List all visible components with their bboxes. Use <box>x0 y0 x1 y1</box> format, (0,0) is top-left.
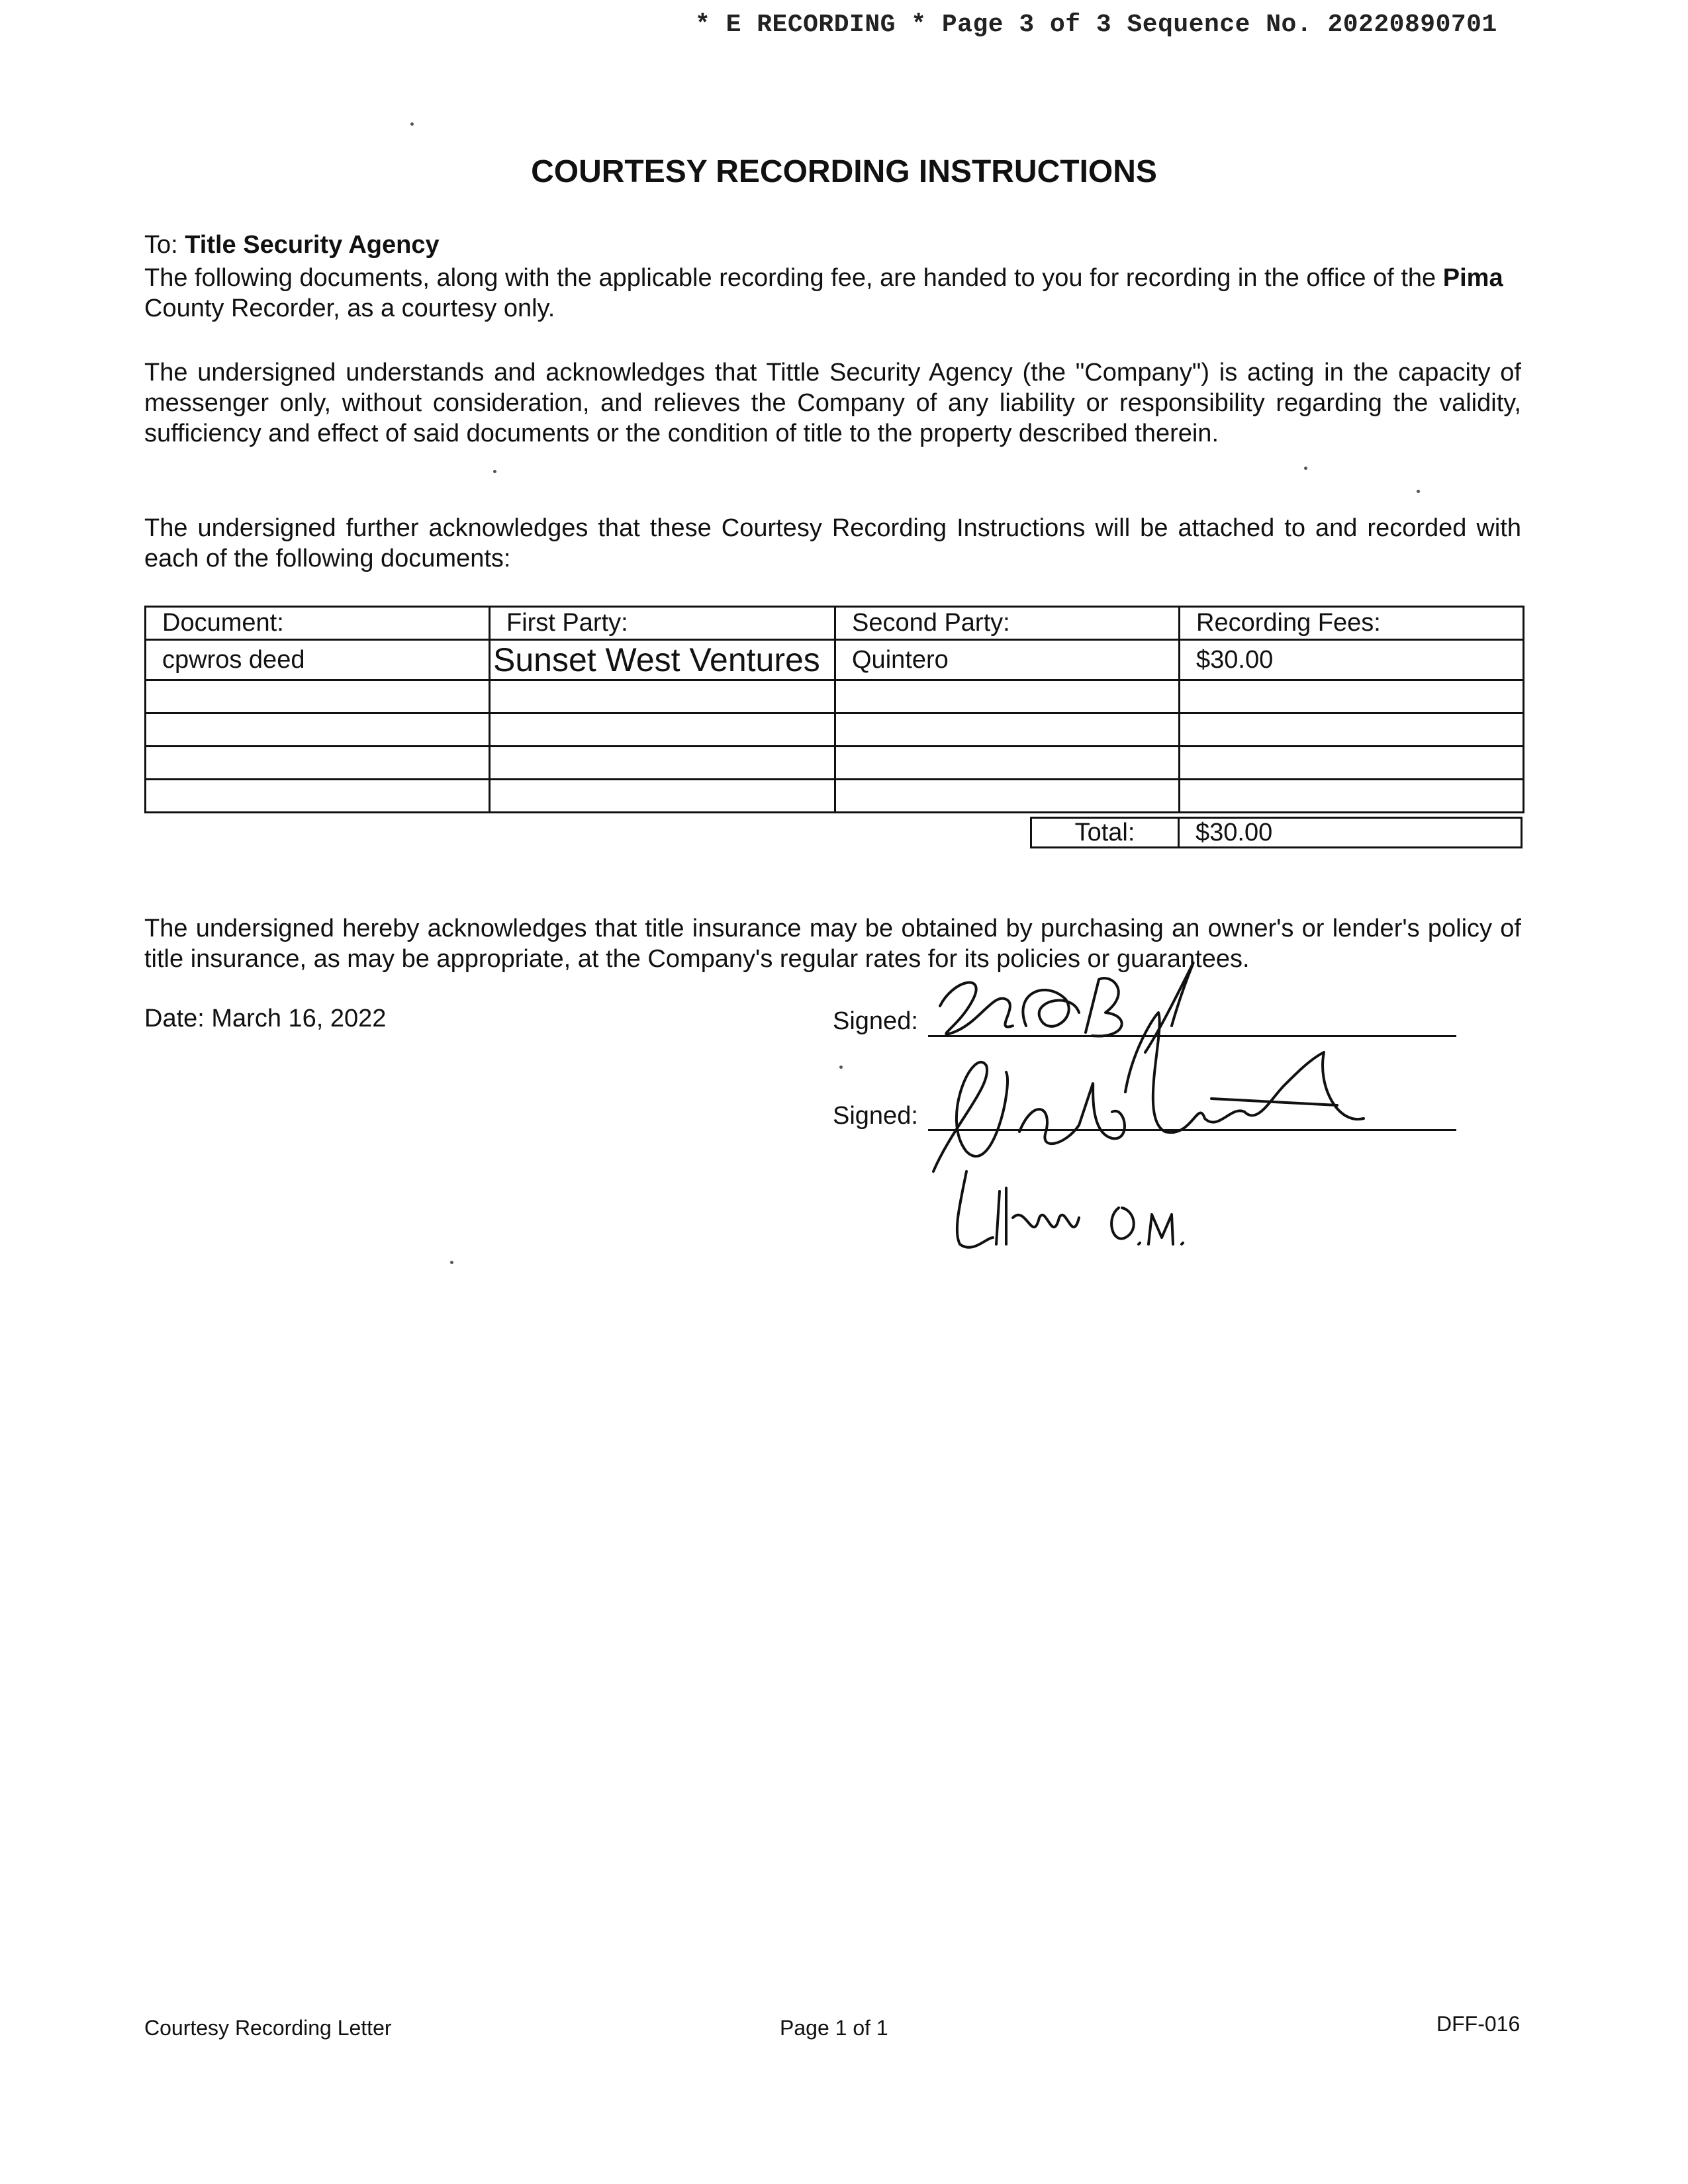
signed-label-2: Signed: <box>833 1102 918 1130</box>
cell-first-party <box>490 780 835 813</box>
table-header-row <box>146 607 1524 640</box>
footer-page-number: Page 1 of 1 <box>780 2016 888 2040</box>
cell-recording-fee <box>1180 713 1524 747</box>
table-row <box>146 713 1524 747</box>
total-value: $30.00 <box>1178 817 1523 848</box>
signature-2-mid <box>1019 1083 1125 1144</box>
scan-speck <box>410 122 414 126</box>
header-second-party: Second Party: <box>835 607 1180 640</box>
cell-second-party <box>835 713 1180 747</box>
table-row <box>146 780 1524 813</box>
documents-table <box>144 606 1524 813</box>
attachment-acknowledgement: The undersigned further acknowledges that these Courtesy Recording Instructions will be attached to and recorded with each of the following documents: <box>144 514 1521 572</box>
signature-1-stroke <box>940 983 1013 1034</box>
cell-second-party <box>835 747 1180 780</box>
date-line: Date: March 16, 2022 <box>144 1005 387 1032</box>
cell-first-party <box>490 747 835 780</box>
messenger-acknowledgement: The undersigned understands and acknowledges that Tittle Security Agency (the "Company") is acting in the capacity of messenger only, without consideration, and relieves the Company of any liability or responsibility regarding the validity, sufficiency and effect of said documents or the condition of title to the property described therein. <box>144 359 1521 447</box>
table-row <box>146 640 1524 680</box>
signature-2-cross <box>1211 1099 1337 1105</box>
intro-text-1: The following documents, along with the applicable recording fee, are handed to you for recording in the office of the <box>144 264 1443 292</box>
document-title: COURTESY RECORDING INSTRUCTIONS <box>531 154 1157 189</box>
table-row <box>146 680 1524 713</box>
recording-stamp: * E RECORDING * Page 3 of 3 Sequence No. 20220890701 <box>695 11 1497 39</box>
signature-1-b <box>1086 978 1122 1036</box>
cell-first-party <box>490 713 835 747</box>
cell-document: cpwros deed <box>146 640 490 680</box>
total-row <box>1030 817 1523 848</box>
cell-recording-fee <box>1180 680 1524 713</box>
cell-document <box>146 780 490 813</box>
cell-first-party <box>490 680 835 713</box>
signature-1-loop <box>1023 990 1079 1026</box>
handwritten-initials-stroke <box>1111 1208 1183 1244</box>
signature-1-slash <box>1145 963 1194 1052</box>
scan-speck <box>450 1261 453 1264</box>
cell-recording-fee: $30.00 <box>1180 640 1524 680</box>
table-row <box>146 747 1524 780</box>
scan-speck <box>839 1066 843 1069</box>
intro-text-2: County Recorder, as a courtesy only. <box>144 295 555 322</box>
header-recording-fees: Recording Fees: <box>1180 607 1524 640</box>
scan-speck <box>1304 467 1307 470</box>
cell-document <box>146 680 490 713</box>
cell-second-party <box>835 680 1180 713</box>
header-document: Document: <box>146 607 490 640</box>
intro-county: Pima <box>1442 264 1503 292</box>
total-label: Total: <box>1030 817 1178 848</box>
scan-speck <box>1417 490 1420 493</box>
footer-form-name: Courtesy Recording Letter <box>144 2016 392 2040</box>
handwritten-name-stroke <box>957 1171 1079 1248</box>
cell-recording-fee <box>1180 780 1524 813</box>
title-insurance-acknowledgement: The undersigned hereby acknowledges that title insurance may be obtained by purchasing an owner's or lender's policy of title insurance, as may be appropriate, at the Company's regular rates for its policies or guarantees. <box>144 915 1521 973</box>
addressee-line <box>144 230 1521 260</box>
footer-form-code: DFF-016 <box>1436 2012 1521 2036</box>
addressee-prefix: To: <box>144 231 178 259</box>
scan-speck <box>493 470 496 473</box>
signature-2-stroke <box>933 1062 1008 1171</box>
cell-document <box>146 747 490 780</box>
cell-first-party: Sunset West Ventures <box>490 640 835 680</box>
cell-document <box>146 713 490 747</box>
cell-second-party <box>835 780 1180 813</box>
signature-2-tail <box>1125 1013 1364 1132</box>
intro-paragraph <box>144 263 1521 324</box>
handwritten-signatures <box>914 953 1443 1271</box>
header-first-party: First Party: <box>490 607 835 640</box>
cell-recording-fee <box>1180 747 1524 780</box>
signed-label-1: Signed: <box>833 1007 918 1035</box>
addressee-agency: Title Security Agency <box>185 231 440 259</box>
cell-second-party: Quintero <box>835 640 1180 680</box>
